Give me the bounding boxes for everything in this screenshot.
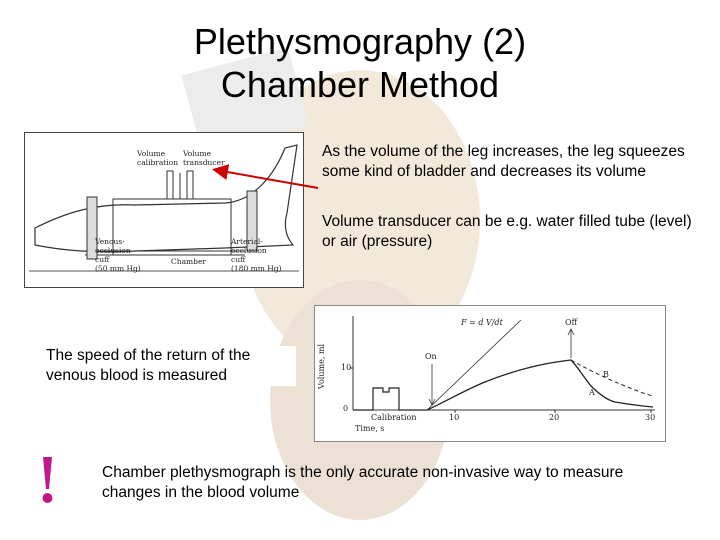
volume-time-graph xyxy=(314,305,666,442)
title-line-2: Chamber Method xyxy=(220,64,500,105)
curve-a-label: A xyxy=(589,388,595,397)
label-volume-calibration: Volume calibration xyxy=(137,149,179,167)
calibration-label: Calibration xyxy=(371,413,417,422)
y-tick-0: 0 xyxy=(343,404,349,413)
x-axis-label: Time, s xyxy=(355,424,385,433)
leg-chamber-figure xyxy=(24,132,304,288)
x-tick-30: 30 xyxy=(645,413,656,422)
title-line-1: Plethysmography (2) xyxy=(193,21,527,62)
curve-b xyxy=(571,360,653,396)
bottom-text: Chamber plethysmograph is the only accurate non-invasive way to measure changes in the blood volume xyxy=(102,464,624,501)
formula-label: F = d V/dt xyxy=(461,318,503,327)
left-text: The speed of the return of the venous blood is measured xyxy=(46,346,296,386)
transducer-tube xyxy=(187,171,193,199)
label-venous-cuff: Venous- occlusion cuff (50 mm Hg) xyxy=(95,237,141,273)
off-label: Off xyxy=(565,318,578,327)
calibration-tube xyxy=(167,171,173,199)
x-tick-20: 20 xyxy=(549,413,560,422)
label-arterial-cuff: Arterial- occlusion cuff (180 mm Hg) xyxy=(231,237,282,273)
calibration-pulse xyxy=(353,388,427,410)
right-text-2: Volume transducer can be e.g. water filled tube (level) or air (pressure) xyxy=(322,213,692,250)
volume-curve xyxy=(427,360,653,410)
label-chamber: Chamber xyxy=(171,257,206,266)
on-label: On xyxy=(425,352,437,361)
y-tick-10: 10 xyxy=(341,363,352,372)
y-axis-label: Volume, ml xyxy=(317,343,327,390)
slide-title xyxy=(0,20,720,106)
slope-line xyxy=(427,320,521,410)
x-tick-10: 10 xyxy=(449,413,460,422)
label-volume-transducer: Volume transducer xyxy=(183,149,225,167)
exclamation-icon xyxy=(36,455,58,505)
right-text-1: As the volume of the leg increases, the leg squeezes some kind of bladder and decreases its volume xyxy=(322,143,685,180)
curve-b-label: B xyxy=(603,370,609,379)
